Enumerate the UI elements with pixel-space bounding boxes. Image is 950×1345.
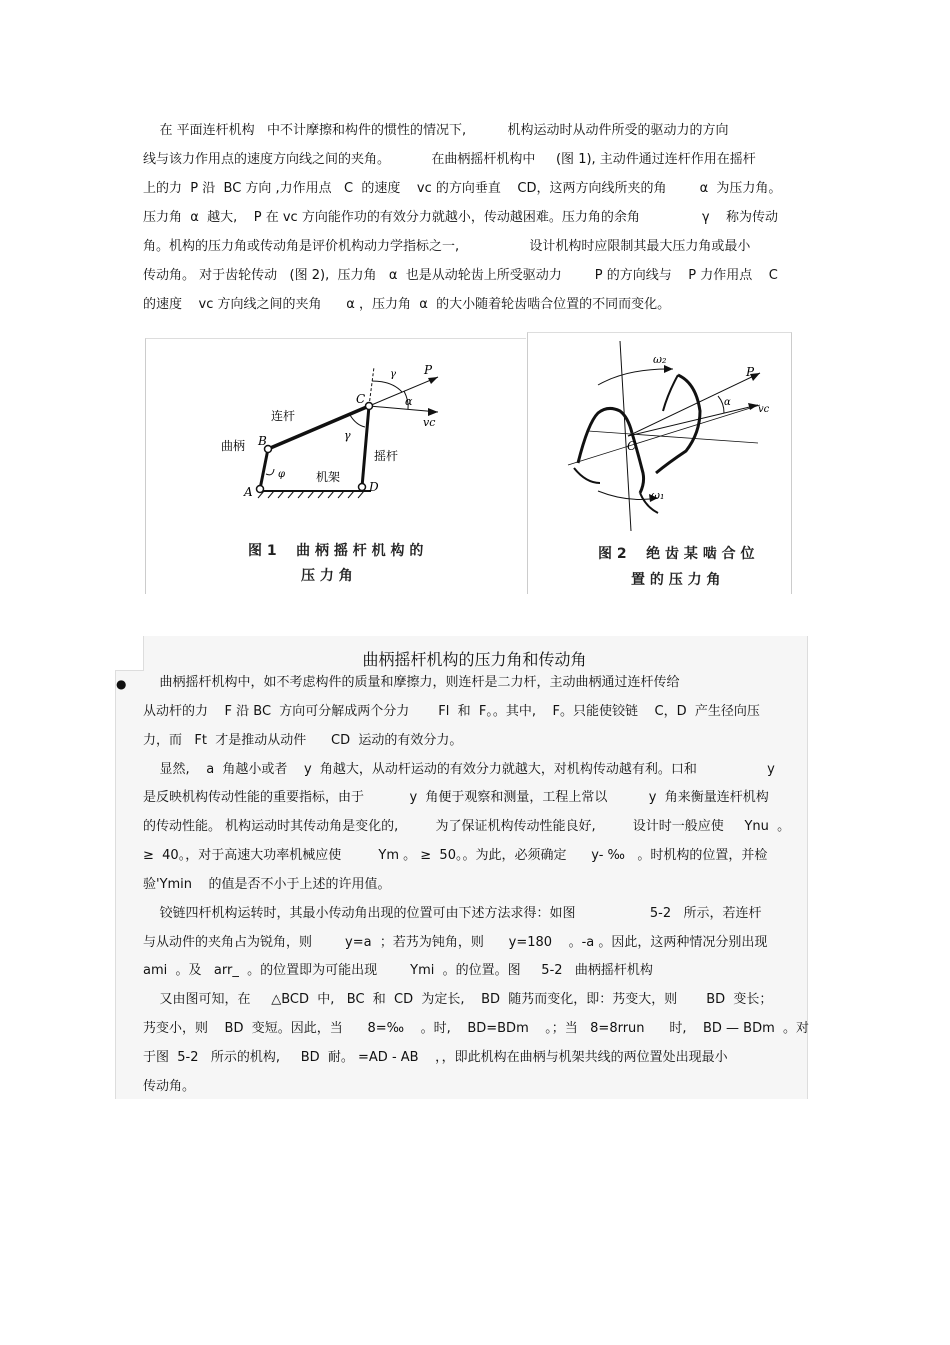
- label-D: D: [369, 480, 379, 494]
- panel-line-9: 铰链四杆机构运转时，其最小传动角出现的位置可由下述方法求得：如图 5-2 所示，若连杆: [143, 906, 762, 921]
- panel-line-7: ≥ 40。，对于高速大功率机械应使 Ym 。 ≥ 50。。为此，必须确定 y- ‰ 。时机构的位置，并检: [143, 848, 768, 863]
- label-vc: vc: [423, 416, 436, 429]
- panel-line-10: 与从动件的夹角占为锐角，则 y=a ；若艿为钝角，则 y=180 。-a 。因此，这两种情况分别出现: [143, 935, 768, 950]
- label-alpha: α: [724, 397, 731, 408]
- intro-line-5: 角。机构的压力角或传动角是评价机构动力学指标之一, 设计机构时应限制其最大压力角或最小: [143, 239, 751, 254]
- label-gamma: γ: [344, 429, 351, 442]
- panel-line-13: 艿变小，则 BD 变短。因此，当 8=‰ 。时, BD=BDm 。；当 8=8rrun 时, BD — BDm 。对: [143, 1021, 810, 1036]
- label-vc: vc: [758, 404, 770, 415]
- label-phi: φ: [278, 469, 286, 480]
- panel-line-3: 力，而 Ft 才是推动从动件 CD 运动的有效分力。: [143, 733, 463, 748]
- panel-line-5: 是反映机构传动性能的重要指标，由于 y 角便于观察和测量，工程上常以 y 角来衡量连杆机构: [143, 790, 769, 805]
- intro-line-6: 传动角。 对于齿轮传动 (图 2), 压力角 α 也是从动轮齿上所受驱动力 P 的方向线与 P 力作用点 C: [143, 268, 778, 283]
- panel-line-6: 的传动性能。 机构运动时其传动角是变化的, 为了保证机构传动性能良好, 设计时一般应使 Ynu 。: [143, 819, 791, 834]
- label-C: C: [627, 439, 637, 453]
- panel-line-4: 显然, a 角越小或者 y 角越大，从动杆运动的有效分力就越大，对机构传动越有利。口和 y: [143, 762, 775, 777]
- intro-line-2: 线与该力作用点的速度方向线之间的夹角。 在曲柄摇杆机构中 (图 1), 主动件通过连杆作用在摇杆: [143, 152, 756, 167]
- figure-2-caption-line-2: 置 的 压 力 角: [631, 572, 721, 588]
- intro-line-3: 上的力 P 沿 BC 方向 ,力作用点 C 的速度 vc 的方向垂直 CD，这两方向线所夹的角 α 为压力角。: [143, 181, 782, 196]
- label-rocker: 摇杆: [374, 449, 399, 463]
- label-coupler: 连杆: [271, 409, 296, 423]
- label-alpha: α: [405, 395, 413, 408]
- label-crank: 曲柄: [221, 439, 246, 453]
- label-A: A: [244, 485, 253, 499]
- label-gamma-top: γ: [390, 369, 396, 380]
- intro-line-7: 的速度 vc 方向线之间的夹角 α ，压力角 α 的大小随着轮齿啮合位置的不同而变化。: [143, 297, 671, 312]
- figure-2-gear-mesh: [527, 332, 792, 594]
- label-omega2: ω₂: [653, 353, 667, 366]
- panel-line-11: ami 。及 arr_ 。的位置即为可能出现 Ymi 。的位置。图 5-2 曲柄摇杆机构: [143, 963, 653, 978]
- figure-1-crank-rocker: [145, 338, 526, 594]
- panel-tab: [115, 636, 144, 671]
- label-P: P: [424, 363, 433, 377]
- label-B: B: [258, 434, 267, 448]
- bullet-icon: ●: [116, 677, 127, 691]
- intro-line-1: 在 平面连杆机构 中不计摩擦和构件的惯性的情况下, 机构运动时从动件所受的驱动力的方向: [143, 123, 729, 138]
- figure-1-caption-line-2: 压 力 角: [301, 568, 353, 584]
- figure-1-caption-line-1: 图 1 曲 柄 摇 杆 机 构 的: [248, 543, 424, 559]
- label-C: C: [356, 392, 366, 406]
- intro-line-4: 压力角 α 越大, P 在 vc 方向能作功的有效分力就越小，传动越困难。压力角的余角 γ 称为传动: [143, 210, 779, 225]
- label-omega1: ω₁: [651, 489, 665, 502]
- label-frame: 机架: [316, 470, 341, 484]
- panel-line-8: 验'Ymin 的值是否不小于上述的许用值。: [143, 877, 391, 892]
- panel-line-15: 传动角。: [143, 1079, 196, 1094]
- label-P: P: [746, 365, 755, 379]
- panel-line-14: 于图 5-2 所示的机构, BD 耐。 =AD - AB ，，即此机构在曲柄与机架共线的两位置处出现最小: [143, 1050, 728, 1065]
- panel-line-12: 又由图可知，在 △BCD 中, BC 和 CD 为定长, BD 随艿而变化，即：艿变大，则 BD 变长；: [143, 992, 773, 1007]
- panel-line-2: 从动杆的力 F 沿 BC 方向可分解成两个分力 Fl 和 F。。其中, F。只能使铰链 C，D 产生径向压: [143, 704, 760, 719]
- panel-title: 曲柄摇杆机构的压力角和传动角: [362, 650, 587, 669]
- figure-2-caption-line-1: 图 2 绝 齿 某 啮 合 位: [598, 546, 755, 562]
- panel-line-1: 曲柄摇杆机构中，如不考虑构件的质量和摩擦力，则连杆是二力杆，主动曲柄通过连杆传给: [143, 675, 680, 690]
